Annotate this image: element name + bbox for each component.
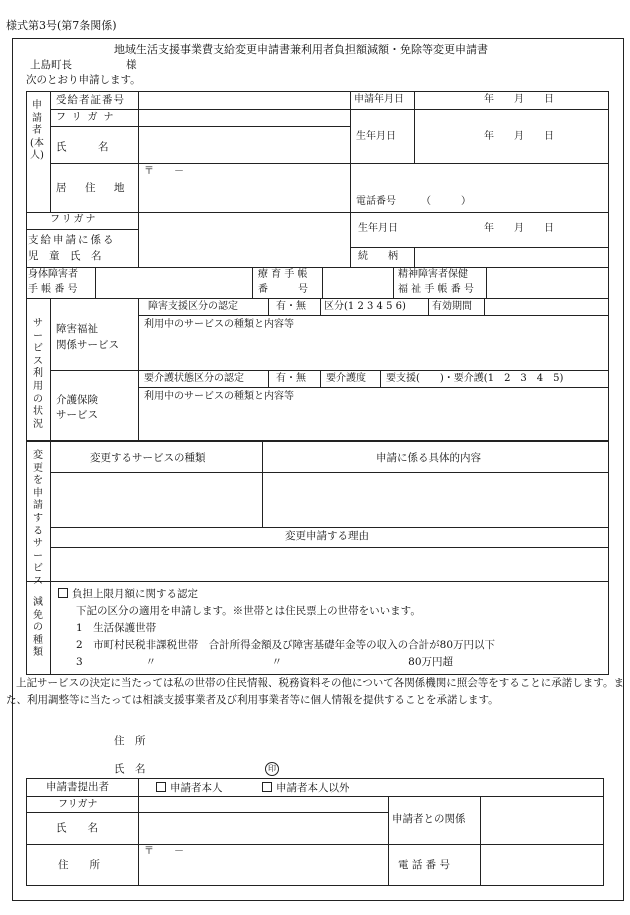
rule <box>50 370 608 371</box>
intro-text: 次のとおり申請します。 <box>26 74 141 86</box>
submitter-name-label: 氏 名 <box>56 822 98 834</box>
reduction-item-3[interactable]: 3 〃 〃 80万円超 <box>76 656 454 668</box>
rule <box>393 267 394 298</box>
rule <box>480 796 481 886</box>
rule <box>350 247 608 248</box>
rule <box>50 527 608 528</box>
physical-handbook-label-2: 手 帳 番 号 <box>28 284 78 295</box>
residence-postal-mark: 〒 － <box>144 166 184 177</box>
rule <box>262 441 263 527</box>
ryoiku-handbook-label-1: 療 育 手 帳 <box>258 269 308 280</box>
submitter-label: 申請書提出者 <box>46 781 109 793</box>
care-cert-label: 要介護状態区分の認定 <box>144 373 244 384</box>
birth-date-value[interactable]: 年 月 日 <box>484 131 554 142</box>
rule <box>50 163 608 164</box>
rule <box>26 212 608 213</box>
rule <box>608 91 609 674</box>
rule <box>138 387 608 388</box>
rule <box>138 298 139 440</box>
reduction-checkbox[interactable] <box>58 588 198 600</box>
physical-handbook-label-1: 身体障害者 <box>28 269 78 280</box>
validity-period-label: 有効期間 <box>432 301 472 312</box>
reduction-note: 下記の区分の適用を申請します。※世帯とは住民票上の世帯をいいます。 <box>76 605 421 617</box>
rule <box>26 91 609 92</box>
rule <box>486 267 487 298</box>
checkbox-icon <box>156 782 166 792</box>
application-date-value[interactable]: 年 月 日 <box>484 94 554 105</box>
ryoiku-handbook-label-2: 番 号 <box>258 284 308 295</box>
reduction-item-2[interactable]: 2 市町村民税非課税世帯 合計所得金額及び障害基礎年金等の収入の合計が80万円以下 <box>76 639 496 651</box>
rule <box>26 844 604 845</box>
rule <box>26 796 604 797</box>
change-detail-header: 申請に係る具体的内容 <box>376 452 481 464</box>
submitter-table <box>26 778 604 886</box>
rule <box>268 370 269 387</box>
rule <box>95 267 96 298</box>
submitter-postal-mark: 〒 － <box>144 846 184 857</box>
signature-address-label: 住 所 <box>114 735 146 747</box>
rule <box>414 247 415 267</box>
child-birth-date-label: 生年月日 <box>358 223 398 234</box>
child-name-label-2: 児 童 氏 名 <box>28 250 102 262</box>
submitter-option-other-label: 申請者本人以外 <box>276 782 350 794</box>
rule <box>268 298 269 315</box>
rule <box>26 581 608 582</box>
checkbox-icon <box>262 782 272 792</box>
seal-mark-icon: 印 <box>265 762 279 776</box>
rule <box>26 440 609 442</box>
rule <box>320 370 321 387</box>
rule <box>26 298 608 299</box>
welfare-class-options[interactable]: 区分(1 2 3 4 5 6) <box>324 301 406 312</box>
submitter-relationship-label: 申請者との関係 <box>392 813 466 825</box>
rule <box>26 267 608 268</box>
form-frame <box>12 38 624 901</box>
rule <box>26 812 388 813</box>
addressee-honorific: 様 <box>126 59 137 71</box>
submitter-option-self[interactable] <box>156 782 223 794</box>
welfare-cert-label: 障害支援区分の認定 <box>148 301 238 312</box>
rule <box>484 298 485 315</box>
rule <box>414 91 415 163</box>
residence-label: 居 住 地 <box>56 182 129 194</box>
submitter-option-self-label: 申請者本人 <box>170 782 223 794</box>
mental-handbook-label-2: 福 祉 手 帳 番 号 <box>398 284 474 295</box>
rule <box>50 109 608 110</box>
care-level-label: 要介護度 <box>326 373 366 384</box>
rule <box>26 91 27 674</box>
applicant-phone-label: 電話番号 （ ） <box>356 196 471 207</box>
reduction-checkbox-label: 負担上限月額に関する認定 <box>72 588 198 600</box>
addressee: 上島町長 <box>30 59 72 71</box>
rule <box>50 126 350 127</box>
relationship-label: 続 柄 <box>358 251 398 262</box>
submitter-phone-label: 電 話 番 号 <box>398 859 451 871</box>
care-yes-no[interactable]: 有・無 <box>276 373 306 384</box>
welfare-service-label-2: 関係サービス <box>56 339 119 351</box>
rule <box>320 298 321 315</box>
rule <box>388 796 389 886</box>
welfare-service-label-1: 障害福祉 <box>56 323 98 335</box>
welfare-service-content-label: 利用中のサービスの種類と内容等 <box>144 319 294 330</box>
care-service-content-label: 利用中のサービスの種類と内容等 <box>144 391 294 402</box>
rule <box>50 298 51 440</box>
change-type-header: 変更するサービスの種類 <box>90 452 206 464</box>
rule <box>26 229 138 230</box>
signature-name-label: 氏 名 <box>114 763 146 775</box>
submitter-option-other[interactable] <box>262 782 350 794</box>
consent-text: 上記サービスの決定に当たっては私の世帯の住民情報、税務資料その他について各関係機関に照会等をすることに承諾します。また、利用調整等に当たっては相談支援事業者及び利用事業者等に個人情報を提供することを承諾します。 <box>6 677 624 706</box>
rule <box>428 298 429 315</box>
care-level-options[interactable]: 要支援( )・要介護(1 2 3 4 5) <box>386 373 564 384</box>
care-insurance-label-2: サービス <box>56 409 98 421</box>
rule <box>50 547 608 548</box>
applicant-name-label: 氏 名 <box>56 141 109 153</box>
birth-date-label: 生年月日 <box>356 131 396 142</box>
rule <box>50 441 51 581</box>
reduction-section-label: 減免の種類 <box>33 597 43 659</box>
rule <box>252 267 253 298</box>
form-number: 様式第3号(第7条関係) <box>6 19 117 32</box>
submitter-address-label: 住 所 <box>58 859 100 871</box>
rule <box>380 370 381 387</box>
rule <box>138 778 139 886</box>
rule <box>322 267 323 298</box>
applicant-section-label: 申請者(本人) <box>30 100 44 162</box>
service-status-section-label: サービス利用の状況 <box>33 318 43 430</box>
change-reason-header: 変更申請する理由 <box>285 530 369 542</box>
submitter-furigana-label: フリガナ <box>58 799 98 810</box>
welfare-yes-no[interactable]: 有・無 <box>276 301 306 312</box>
rule <box>138 91 139 267</box>
recipient-number-label: 受給者証番号 <box>56 94 125 106</box>
checkbox-icon <box>58 588 68 598</box>
application-date-label: 申請年月日 <box>354 94 404 105</box>
reduction-item-1[interactable]: 1 生活保護世帯 <box>76 622 157 634</box>
rule <box>50 472 608 473</box>
rule <box>138 315 608 316</box>
applicant-furigana-label: フリガナ <box>56 112 120 123</box>
rule <box>350 212 351 267</box>
child-name-label-1: 支給申請に係る <box>28 234 116 246</box>
child-furigana-label: フリガナ <box>50 214 98 225</box>
form-title: 地域生活支援事業費支給変更申請書兼利用者負担額減額・免除等変更申請書 <box>114 43 488 56</box>
child-birth-date-value[interactable]: 年 月 日 <box>484 223 554 234</box>
change-service-section-label: 変更を申請するサービス <box>33 450 43 587</box>
rule <box>50 581 51 674</box>
care-insurance-label-1: 介護保険 <box>56 394 98 406</box>
mental-handbook-label-1: 精神障害者保健 <box>398 269 468 280</box>
